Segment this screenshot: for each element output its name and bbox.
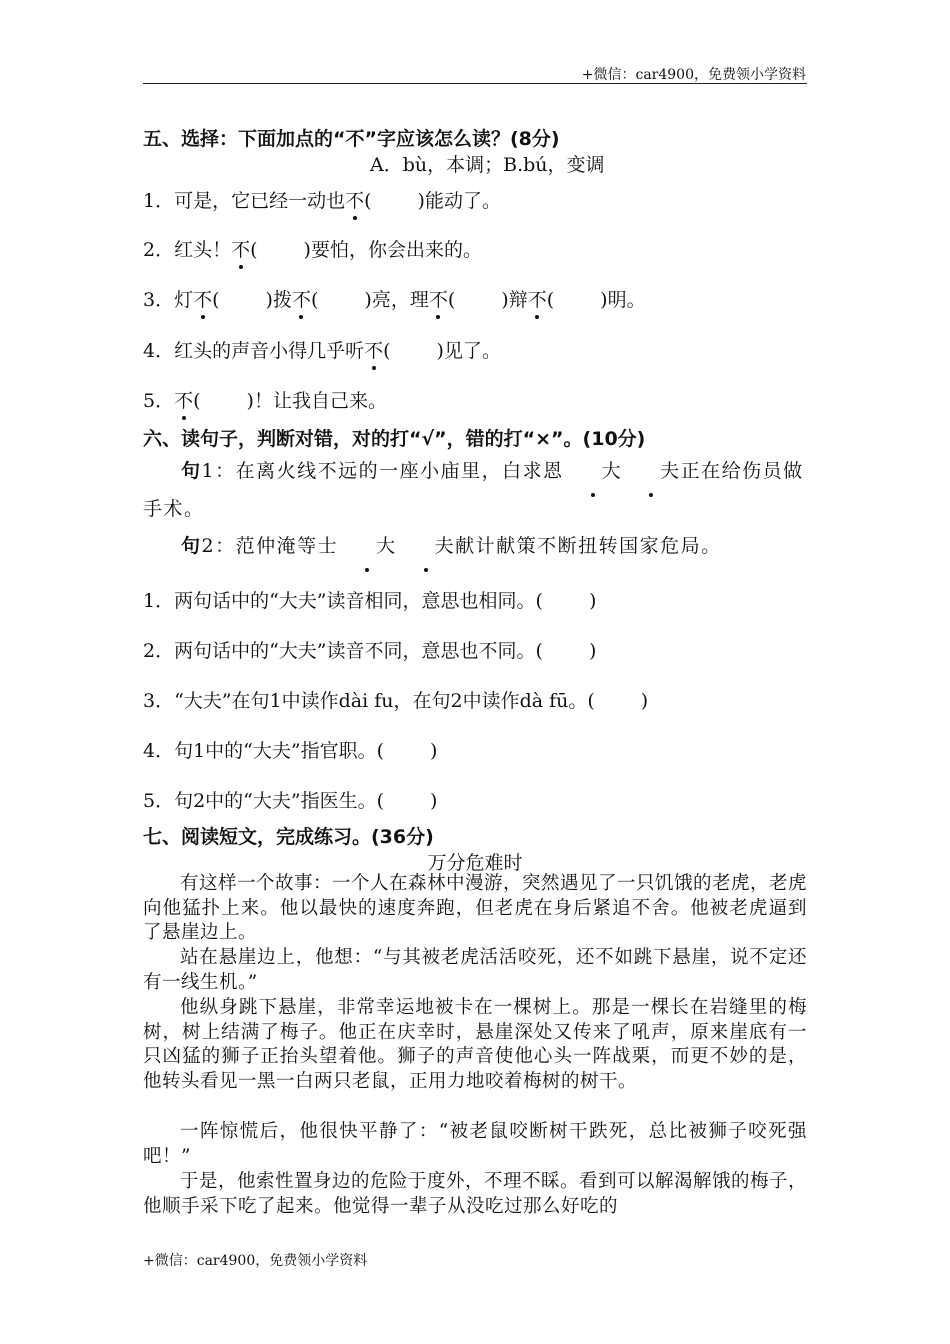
dotted-char: 不: [345, 186, 364, 213]
story-paragraph-2: 站在悬崖边上，他想：“与其被老虎活活咬死，还不如跳下悬崖，说不定还有一线生机。”: [143, 947, 807, 993]
section5-options: A．bù，本调；B.bú，变调: [370, 154, 605, 176]
q-num: 4．: [143, 740, 175, 762]
story-paragraph-3: 他纵身跳下悬崖，非常幸运地被卡在一棵树上。那是一棵长在岩缝里的梅树，树上结满了梅子。他正在庆幸时，悬崖深处又传来了吼声，原来崖底有一只凶猛的狮子正抬头望着他。狮子的声音使他心头一阵战栗，而更不妙的是，他转头看见一黑一白两只老鼠，正用力地咬着梅树的树干。: [143, 997, 807, 1092]
q-text: 句1中的“大夫”指官职。: [174, 740, 377, 762]
s5-question-5: 5．不( )！让我自己来。: [143, 386, 387, 413]
q-text: 见了。: [443, 340, 501, 362]
q-num: 1．: [143, 190, 175, 212]
sentence-text: 献计献策不断扭转国家危局。: [455, 535, 722, 557]
s6-item-1: 1．两句话中的“大夫”读音相同，意思也相同。( ): [143, 590, 597, 612]
story-paragraph-5: 于是，他索性置身边的危险于度外，不理不睬。看到可以解渴解饿的梅子，他顺手采下吃了起来。他觉得一辈子从没吃过那么好吃的: [143, 1171, 808, 1217]
q-text: 辩: [508, 289, 528, 311]
s5-question-4: 4．红头的声音小得几乎听不( )见了。: [143, 336, 501, 363]
s5-question-1: 1．可是，它已经一动也不( )能动了。: [143, 186, 501, 213]
q-text: 灯: [174, 289, 194, 311]
q-text: 两句话中的“大夫”读音相同，意思也相同。: [174, 590, 536, 612]
dotted-char: 不: [429, 285, 448, 312]
dotted-char: 大: [564, 452, 623, 490]
q-text: 亮，理: [371, 289, 429, 311]
dotted-char: 不: [174, 386, 193, 413]
dotted-char: 不: [292, 285, 311, 312]
q-text: “大夫”在句1中读作dài fu，在句2中读作dà fū。: [174, 690, 588, 712]
dotted-char: 不: [364, 336, 383, 363]
section6-title: 六、读句子，判断对错，对的打“√”，错的打“×”。(10分): [143, 428, 646, 450]
sentence-1: [143, 452, 807, 528]
s6-item-5: 5．句2中的“大夫”指医生。( ): [143, 790, 438, 812]
q-num: 2．: [143, 239, 175, 261]
q-text: 句2中的“大夫”指医生。: [174, 790, 377, 812]
q-text: ！让我自己来。: [253, 390, 387, 412]
section5-title: 五、选择：下面加点的“不”字应该怎么读？(8分): [143, 128, 560, 150]
story-paragraph-1: 有这样一个故事：一个人在森林中漫游，突然遇见了一只饥饿的老虎，老虎向他猛扑上来。他以最快的速度奔跑，但老虎在身后紧追不舍。他被老虎逼到了悬崖边上。: [143, 873, 808, 944]
dotted-char: 不: [528, 285, 547, 312]
story-paragraph-4: 一阵惊慌后，他很快平静了：“被老鼠咬断树干跌死，总比被狮子咬死强吧！”: [143, 1121, 807, 1167]
q-num: 2．: [143, 640, 175, 662]
header-note: +微信：car4900，免费领小学资料: [581, 67, 806, 83]
story-title: 万分危难时: [427, 852, 523, 874]
sentence-label: 句: [181, 460, 202, 482]
dotted-char: 不: [231, 235, 250, 262]
q-num: 3．: [143, 289, 175, 311]
footer-note: +微信：car4900，免费领小学资料: [143, 1253, 368, 1269]
q-text: 红头的声音小得几乎听: [174, 340, 365, 362]
dotted-char: 大: [338, 527, 397, 565]
s6-item-3: 3．“大夫”在句1中读作dài fu，在句2中读作dà fū。( ): [143, 690, 649, 712]
q-text: 明。: [607, 289, 646, 311]
s6-item-4: 4．句1中的“大夫”指官职。( ): [143, 740, 438, 762]
s6-item-2: 2．两句话中的“大夫”读音不同，意思也不同。( ): [143, 640, 597, 662]
sentence-text: 正在给伤员做手术。: [143, 460, 804, 520]
q-text: 可是，它已经一动也: [174, 190, 346, 212]
q-num: 5．: [143, 790, 175, 812]
q-text: 能动了。: [424, 190, 501, 212]
dotted-char: 夫: [397, 527, 456, 565]
q-num: 3．: [143, 690, 175, 712]
q-text: 两句话中的“大夫”读音不同，意思也不同。: [174, 640, 536, 662]
q-text: 红头！: [174, 239, 232, 261]
s5-question-2: 2．红头！不( )要怕，你会出来的。: [143, 235, 482, 262]
q-num: 5．: [143, 390, 175, 412]
q-num: 4．: [143, 340, 175, 362]
section7-title: 七、阅读短文，完成练习。(36分): [143, 826, 434, 848]
sentence-text: 2：范仲淹等士: [201, 535, 339, 557]
q-num: 1．: [143, 590, 175, 612]
sentence-label: 句: [181, 535, 202, 557]
sentence-2: [143, 527, 807, 565]
header-rule: [143, 83, 807, 84]
dotted-char: 夫: [622, 452, 681, 490]
dotted-char: 不: [193, 285, 212, 312]
q-text: 要怕，你会出来的。: [310, 239, 482, 261]
q-text: 拨: [272, 289, 292, 311]
sentence-text: 1：在离火线不远的一座小庙里，白求恩: [201, 460, 564, 482]
s5-question-3: 3．灯不( )拨不( )亮，理不( )辩不( )明。: [143, 285, 646, 312]
